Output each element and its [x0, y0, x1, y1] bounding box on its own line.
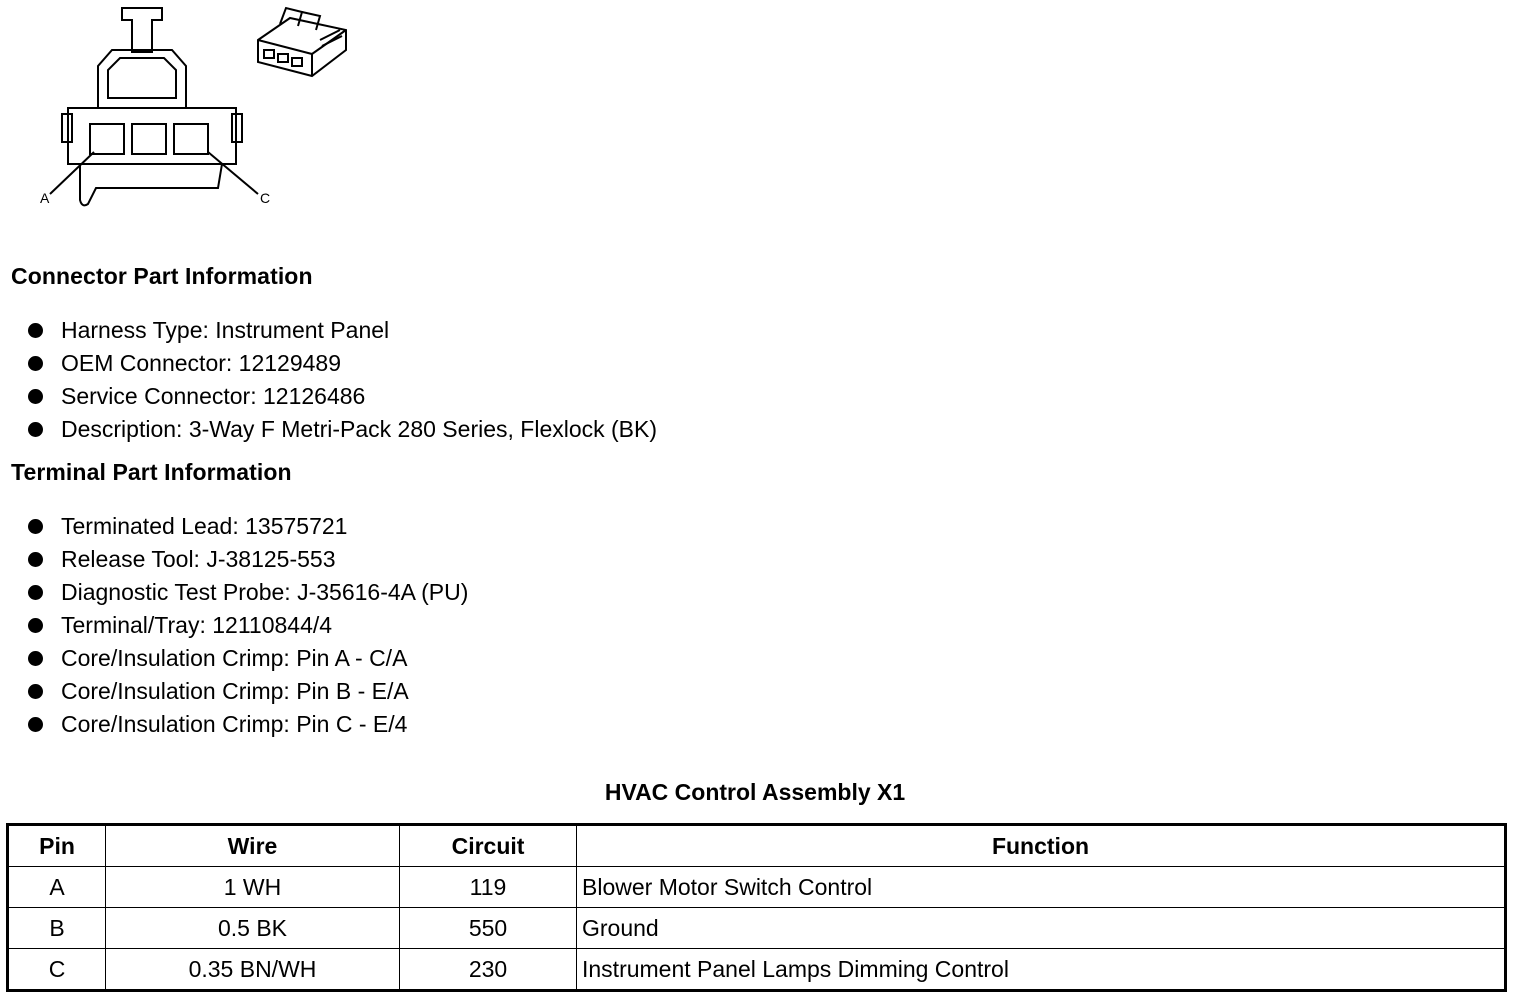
table-row — [8, 908, 1506, 949]
list-item: Terminal/Tray: 12110844/4 — [25, 609, 468, 642]
bullet-icon — [28, 684, 43, 699]
bullet-icon — [28, 519, 43, 534]
cell-circuit: 550 — [400, 908, 577, 949]
cell-function: Blower Motor Switch Control — [577, 867, 1506, 908]
bullet-icon — [28, 323, 43, 338]
column-header-pin: Pin — [8, 825, 106, 867]
cell-pin: C — [8, 949, 106, 991]
pinout-table — [6, 823, 1507, 992]
bullet-icon — [28, 651, 43, 666]
bullet-icon — [28, 389, 43, 404]
list-item: Release Tool: J-38125-553 — [25, 543, 468, 576]
cell-pin: B — [8, 908, 106, 949]
table-title: HVAC Control Assembly X1 — [604, 779, 906, 805]
list-item: Diagnostic Test Probe: J-35616-4A (PU) — [25, 576, 468, 609]
column-header-wire: Wire — [106, 825, 400, 867]
pin-label-c: C — [260, 190, 271, 206]
cell-wire: 0.35 BN/WH — [106, 949, 400, 991]
cell-circuit: 119 — [400, 867, 577, 908]
bullet-icon — [28, 552, 43, 567]
cell-wire: 1 WH — [106, 867, 400, 908]
cell-wire: 0.5 BK — [106, 908, 400, 949]
bullet-icon — [28, 422, 43, 437]
cell-function: Instrument Panel Lamps Dimming Control — [577, 949, 1506, 991]
list-item: OEM Connector: 12129489 — [25, 347, 657, 380]
bullet-icon — [28, 356, 43, 371]
table-row — [8, 867, 1506, 908]
connector-isometric-image — [250, 0, 360, 90]
bullet-icon — [28, 585, 43, 600]
cell-pin: A — [8, 867, 106, 908]
list-item: Description: 3-Way F Metri-Pack 280 Series, Flexlock (BK) — [25, 413, 657, 446]
bullet-icon — [28, 618, 43, 633]
list-item: Core/Insulation Crimp: Pin A - C/A — [25, 642, 468, 675]
cell-function: Ground — [577, 908, 1506, 949]
connector-part-info-heading: Connector Part Information — [11, 263, 313, 289]
list-item: Core/Insulation Crimp: Pin B - E/A — [25, 675, 468, 708]
table-row — [8, 949, 1506, 991]
list-item: Terminated Lead: 13575721 — [25, 510, 468, 543]
list-item: Core/Insulation Crimp: Pin C - E/4 — [25, 708, 468, 741]
connector-face-diagram — [30, 0, 280, 215]
bullet-icon — [28, 717, 43, 732]
pin-label-a: A — [40, 190, 50, 206]
terminal-part-info-heading: Terminal Part Information — [11, 459, 292, 485]
column-header-circuit: Circuit — [400, 825, 577, 867]
column-header-function: Function — [577, 825, 1506, 867]
connector-part-info-list — [25, 314, 657, 446]
list-item: Harness Type: Instrument Panel — [25, 314, 657, 347]
table-header-row — [8, 825, 1506, 867]
list-item: Service Connector: 12126486 — [25, 380, 657, 413]
terminal-part-info-list — [25, 510, 468, 741]
cell-circuit: 230 — [400, 949, 577, 991]
